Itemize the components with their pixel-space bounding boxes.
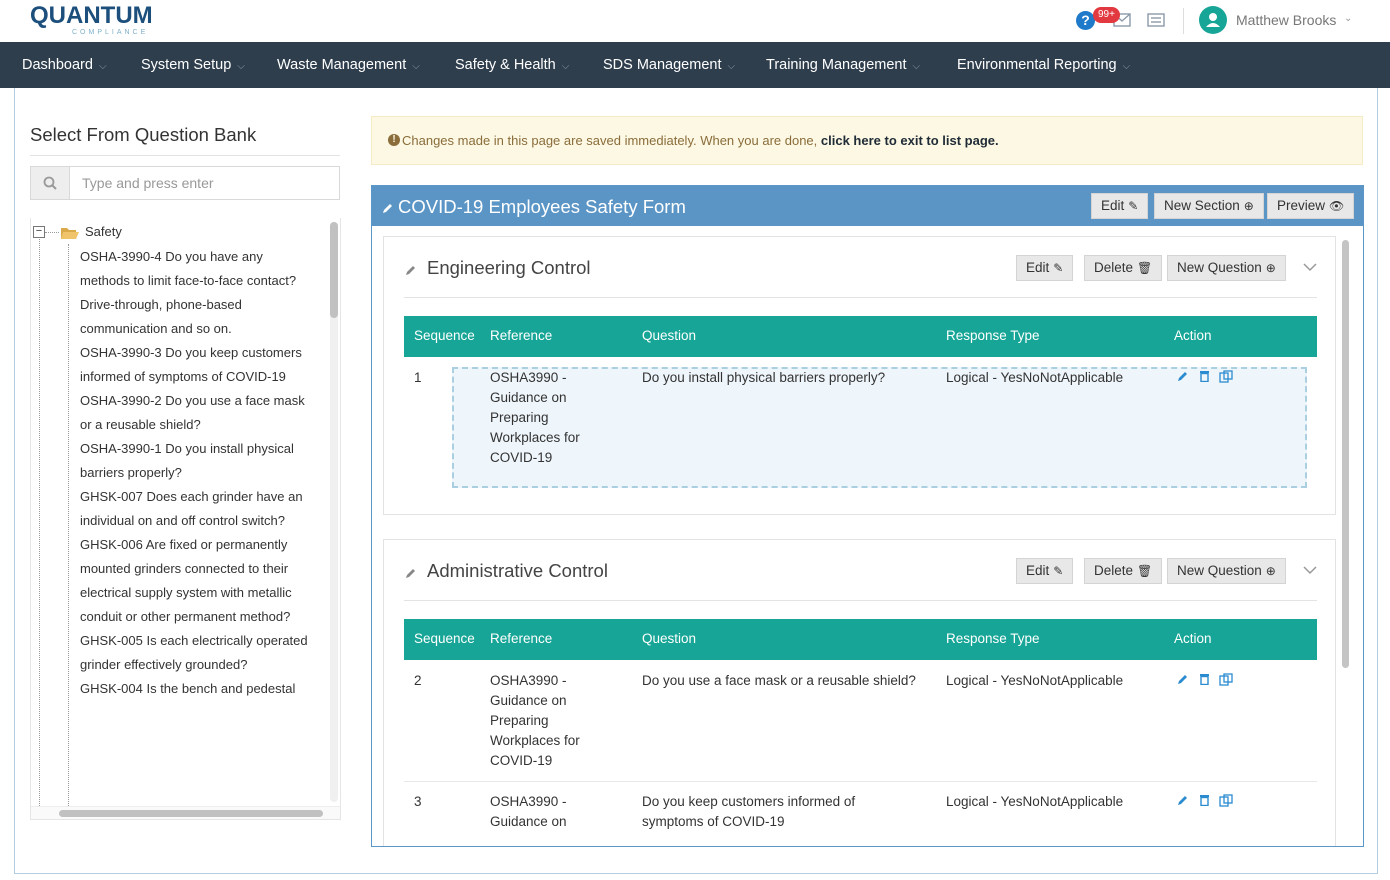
tree-vertical-scrollbar[interactable] bbox=[330, 222, 338, 802]
main-nav bbox=[0, 42, 1390, 88]
pencil-icon bbox=[382, 201, 394, 219]
search-icon bbox=[31, 167, 70, 199]
cell-question: Do you keep customers informed of symptoms of COVID-19 bbox=[642, 794, 856, 829]
tree-horizontal-scrollbar[interactable] bbox=[31, 806, 340, 819]
edit-form-button[interactable] bbox=[1091, 193, 1148, 219]
header-divider bbox=[1183, 8, 1184, 34]
column-header-question: Question bbox=[642, 631, 697, 646]
tree-guide bbox=[45, 232, 59, 233]
column-header-action: Action bbox=[1174, 631, 1212, 646]
question-tree bbox=[30, 218, 341, 820]
nav-system-setup[interactable] bbox=[141, 42, 245, 88]
cell-sequence: 3 bbox=[414, 794, 422, 809]
cell-question: Do you use a face mask or a reusable shield? bbox=[642, 673, 916, 688]
copy-icon[interactable] bbox=[1219, 673, 1233, 689]
tree-guide bbox=[39, 233, 40, 820]
alert-message bbox=[402, 133, 999, 148]
tree-item[interactable]: GHSK-006 Are fixed or permanently mounted grinders connected to their electrical supply system with metallic conduit or other permanent method? bbox=[80, 537, 292, 624]
edit-row-icon[interactable] bbox=[1177, 370, 1189, 385]
top-bar bbox=[0, 0, 1390, 42]
cell-response-type: Logical - YesNoNotApplicable bbox=[946, 673, 1124, 688]
tree-item[interactable]: OSHA-3990-4 Do you have any methods to limit face-to-face contact? Drive-through, phone-based communication and so on. bbox=[80, 249, 297, 336]
cell-sequence: 1 bbox=[414, 370, 422, 385]
button-label: Delete bbox=[1094, 563, 1134, 578]
chevron-down-icon: ⌵ bbox=[727, 61, 736, 72]
tree-guide bbox=[68, 244, 69, 820]
button-label: Edit bbox=[1101, 198, 1125, 213]
chevron-down-icon: ⌵ bbox=[98, 61, 107, 72]
plus-circle-icon: ⊕ bbox=[1265, 564, 1276, 578]
trash-icon[interactable] bbox=[1199, 794, 1210, 809]
help-icon[interactable]: ? bbox=[1076, 11, 1095, 30]
button-label: Edit bbox=[1026, 260, 1050, 275]
cell-question: Do you install physical barriers properly? bbox=[642, 370, 886, 385]
plus-circle-icon: ⊕ bbox=[1243, 199, 1254, 213]
search-box bbox=[30, 166, 340, 200]
column-header-action: Action bbox=[1174, 328, 1212, 343]
column-header-response-type: Response Type bbox=[946, 328, 1040, 343]
copy-icon[interactable] bbox=[1219, 794, 1233, 810]
tree-item[interactable]: GHSK-005 Is each electrically operated grinder effectively grounded? bbox=[80, 633, 308, 672]
trash-icon[interactable] bbox=[1199, 673, 1210, 688]
tree-root-safety[interactable]: Safety bbox=[85, 224, 122, 239]
column-header-reference: Reference bbox=[490, 631, 553, 646]
nav-label: System Setup bbox=[141, 57, 232, 73]
form-body bbox=[372, 226, 1363, 846]
edit-row-icon[interactable] bbox=[1177, 794, 1189, 809]
avatar[interactable] bbox=[1199, 6, 1227, 34]
tree-item[interactable]: GHSK-004 Is the bench and pedestal bbox=[80, 681, 296, 696]
copy-icon[interactable] bbox=[1219, 370, 1233, 386]
form-title: COVID-19 Employees Safety Form bbox=[398, 196, 686, 217]
user-icon bbox=[1199, 6, 1227, 34]
tree-item[interactable]: GHSK-007 Does each grinder have an individual on and off control switch? bbox=[80, 489, 303, 528]
preview-button[interactable] bbox=[1267, 193, 1354, 219]
chevron-down-icon[interactable]: ⌄ bbox=[1344, 13, 1353, 24]
plus-circle-icon: ⊕ bbox=[1265, 261, 1276, 275]
cell-reference: OSHA3990 - Guidance on bbox=[490, 794, 567, 829]
column-header-response-type: Response Type bbox=[946, 631, 1040, 646]
pencil-icon: ✎ bbox=[1128, 199, 1139, 213]
button-label: Preview bbox=[1277, 198, 1326, 213]
form-header bbox=[372, 186, 1363, 226]
column-header-reference: Reference bbox=[490, 328, 553, 343]
delete-section-button[interactable] bbox=[1084, 255, 1162, 281]
quantum-logo[interactable] bbox=[30, 2, 160, 40]
nav-safety-health[interactable] bbox=[455, 42, 569, 88]
pencil-icon[interactable] bbox=[405, 263, 417, 281]
cell-response-type: Logical - YesNoNotApplicable bbox=[946, 794, 1124, 809]
column-header-question: Question bbox=[642, 328, 697, 343]
button-label: New Question bbox=[1177, 563, 1262, 578]
logo-subtitle: COMPLIANCE bbox=[72, 29, 149, 36]
alert-text: Changes made in this page are saved immediately. When you are done, bbox=[402, 133, 821, 148]
chevron-down-icon: ⌵ bbox=[237, 61, 245, 72]
trash-icon: 🗑 bbox=[1137, 261, 1153, 275]
edit-section-button[interactable] bbox=[1016, 255, 1073, 281]
edit-section-button[interactable] bbox=[1016, 558, 1073, 584]
table-header bbox=[404, 316, 1317, 357]
nav-label: SDS Management bbox=[603, 57, 722, 73]
nav-training-management[interactable] bbox=[766, 42, 920, 88]
tree-item[interactable]: OSHA-3990-1 Do you install physical barriers properly? bbox=[80, 441, 294, 480]
info-alert bbox=[371, 116, 1363, 165]
column-header-sequence: Sequence bbox=[414, 631, 475, 646]
eye-icon: 👁 bbox=[1329, 199, 1345, 213]
nav-waste-management[interactable] bbox=[277, 42, 420, 88]
button-label: Delete bbox=[1094, 260, 1134, 275]
chevron-down-icon: ⌵ bbox=[412, 61, 420, 72]
table-header bbox=[404, 619, 1317, 660]
nav-label: Dashboard bbox=[22, 57, 93, 73]
pencil-icon[interactable] bbox=[405, 566, 417, 584]
tree-item[interactable]: OSHA-3990-3 Do you keep customers informed of symptoms of COVID-19 bbox=[80, 345, 302, 384]
divider bbox=[30, 155, 340, 156]
new-section-button[interactable] bbox=[1154, 193, 1264, 219]
chevron-down-icon[interactable] bbox=[1303, 259, 1317, 276]
cell-reference: OSHA3990 - Guidance on Preparing Workplaces for COVID-19 bbox=[490, 370, 580, 465]
cell-sequence: 2 bbox=[414, 673, 422, 688]
scrollbar-thumb[interactable] bbox=[330, 222, 338, 318]
cell-reference: OSHA3990 - Guidance on Preparing Workplaces for COVID-19 bbox=[490, 673, 580, 768]
nav-label: Training Management bbox=[766, 57, 907, 73]
button-label: New Section bbox=[1164, 198, 1240, 213]
divider bbox=[404, 600, 1317, 601]
button-label: New Question bbox=[1177, 260, 1262, 275]
nav-label: Waste Management bbox=[277, 57, 407, 73]
pencil-icon: ✎ bbox=[1053, 261, 1064, 275]
logo-wordmark: QUANTUM bbox=[30, 2, 153, 29]
nav-environmental-reporting[interactable] bbox=[957, 42, 1130, 88]
folder-icon bbox=[61, 227, 79, 245]
chevron-down-icon: ⌵ bbox=[912, 61, 921, 72]
nav-sds-management[interactable] bbox=[603, 42, 735, 88]
section-title: Administrative Control bbox=[427, 560, 608, 581]
nav-label: Safety & Health bbox=[455, 57, 556, 73]
nav-dashboard[interactable] bbox=[22, 42, 107, 88]
cell-response-type: Logical - YesNoNotApplicable bbox=[946, 370, 1124, 385]
nav-label: Environmental Reporting bbox=[957, 57, 1117, 73]
form-panel bbox=[371, 185, 1364, 847]
search-input[interactable] bbox=[71, 167, 339, 199]
row-divider bbox=[404, 781, 1317, 782]
new-question-button[interactable] bbox=[1167, 558, 1286, 584]
chevron-down-icon: ⌵ bbox=[1122, 61, 1131, 72]
section-title: Engineering Control bbox=[427, 257, 591, 278]
chevron-down-icon: ⌵ bbox=[561, 61, 570, 72]
delete-section-button[interactable] bbox=[1084, 558, 1162, 584]
collapse-toggle[interactable]: − bbox=[33, 226, 45, 238]
notification-badge: 99+ bbox=[1093, 7, 1120, 23]
scrollbar-thumb[interactable] bbox=[59, 810, 323, 817]
column-header-sequence: Sequence bbox=[414, 328, 475, 343]
list-icon[interactable] bbox=[1147, 13, 1165, 32]
exclamation-icon: ! bbox=[388, 134, 400, 146]
new-question-button[interactable] bbox=[1167, 255, 1286, 281]
trash-icon: 🗑 bbox=[1137, 564, 1153, 578]
exit-to-list-link[interactable]: click here to exit to list page. bbox=[820, 133, 999, 148]
tree-items bbox=[80, 245, 320, 701]
user-name[interactable]: Matthew Brooks bbox=[1236, 12, 1337, 28]
section-engineering-control bbox=[383, 236, 1336, 515]
form-scrollbar[interactable] bbox=[1342, 240, 1349, 668]
section-administrative-control bbox=[383, 539, 1336, 846]
pencil-icon: ✎ bbox=[1053, 564, 1064, 578]
trash-icon[interactable] bbox=[1199, 370, 1210, 385]
button-label: Edit bbox=[1026, 563, 1050, 578]
chevron-down-icon[interactable] bbox=[1303, 562, 1317, 579]
question-bank-title: Select From Question Bank bbox=[30, 124, 257, 145]
edit-row-icon[interactable] bbox=[1177, 673, 1189, 688]
tree-item[interactable]: OSHA-3990-2 Do you use a face mask or a reusable shield? bbox=[80, 393, 305, 432]
divider bbox=[404, 297, 1317, 298]
